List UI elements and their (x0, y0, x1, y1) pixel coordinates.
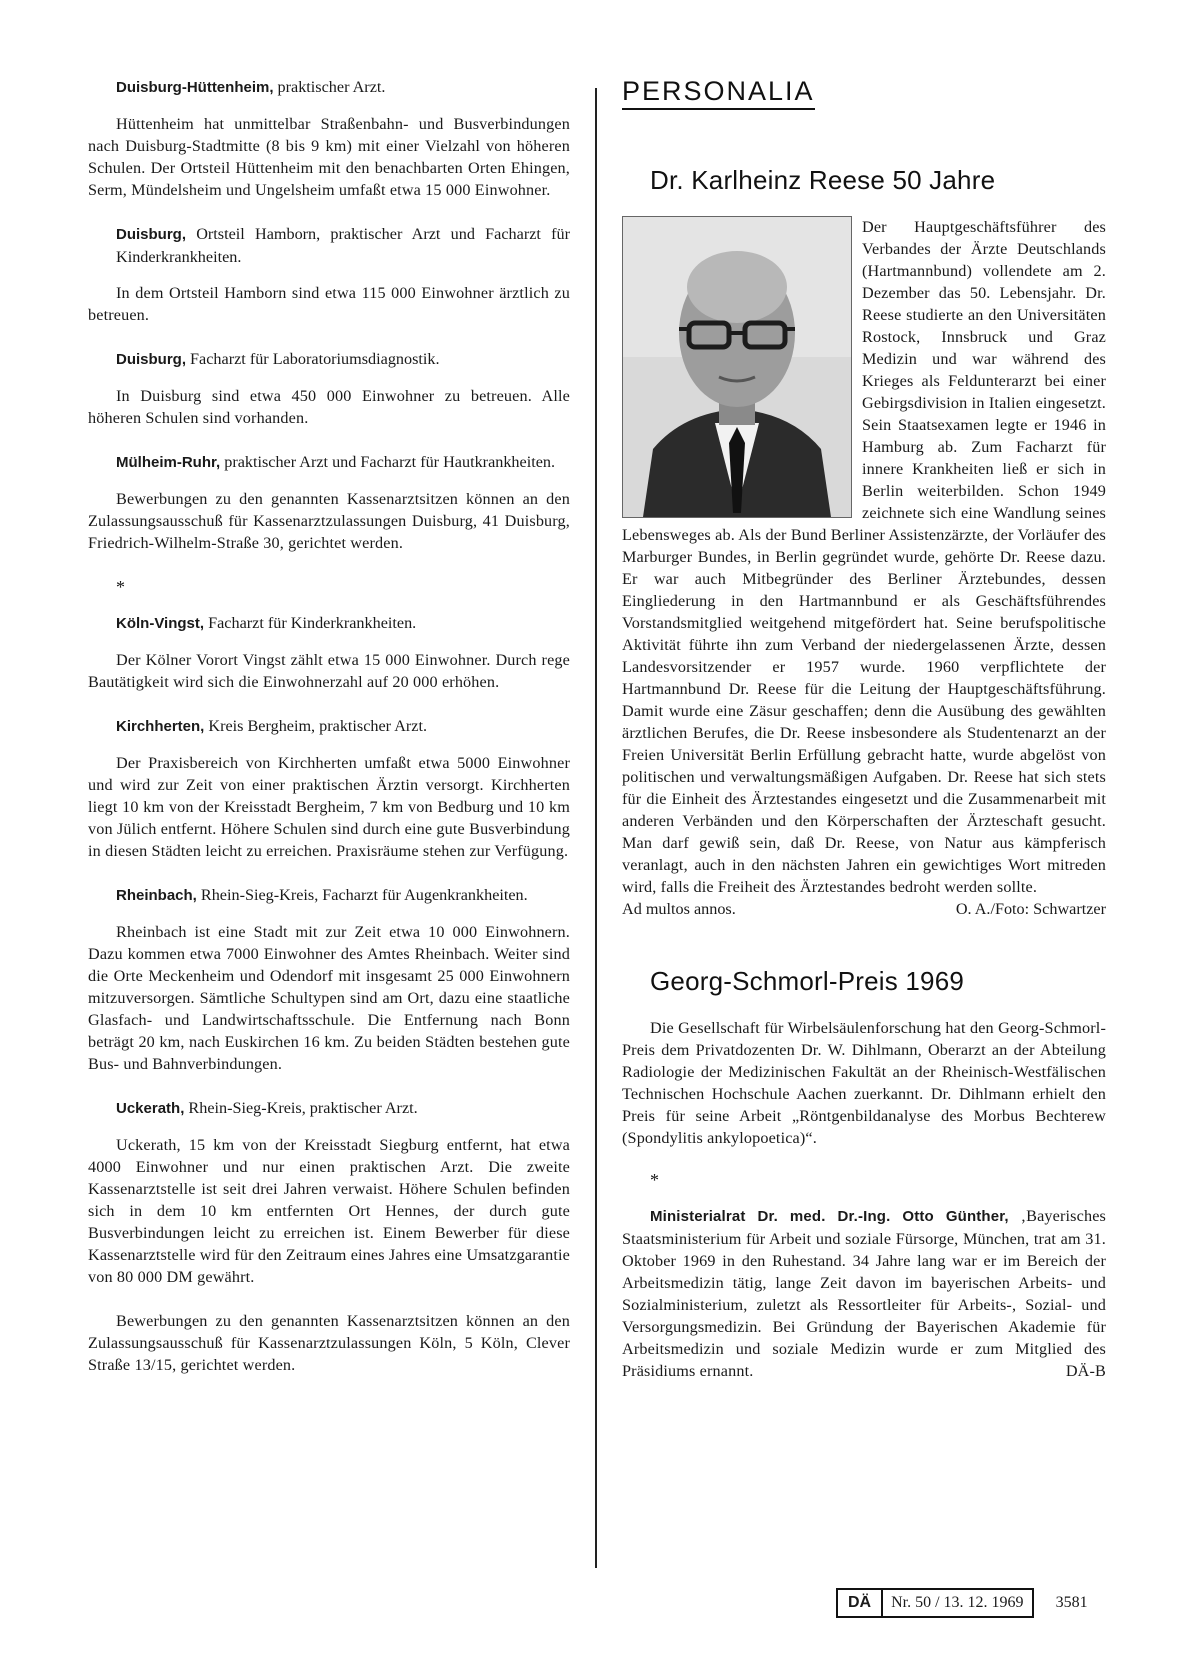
article-text-body: ‚Bayerisches Staatsministerium für Arbeit und soziale Fürsorge, München, trat am 31. Oktober 1969 in den Ruhestand. 34 Jahre lang war er im Bereich der Arbeitsmedizin tätig, lange Zeit davon im bayerischen Arbeits- und Sozialministerium, zuletzt als Ressortleiter für Arbeits-, Sozial- und Versorgungsmedizin. Bei Gründung der Bayerischen Akademie für Arbeitsmedizin und soziale Medizin wurde er zum Mitglied des Präsidiums ernannt. (622, 1207, 1106, 1380)
right-column (622, 76, 1106, 1382)
entry-heading: Köln-Vingst, (116, 615, 205, 632)
entry-heading-rest: Kreis Bergheim, praktischer Arzt. (204, 717, 428, 735)
article-text (622, 1205, 1106, 1382)
article-title: Georg-Schmorl-Preis 1969 (650, 966, 965, 996)
entry-heading: Uckerath, (116, 1100, 185, 1117)
article-signature-line (622, 898, 1106, 920)
entry-heading-rest: Facharzt für Kinderkrankheiten. (204, 614, 417, 632)
page-number: 3581 (1055, 1594, 1088, 1611)
entry-heading: Kirchherten, (116, 718, 205, 735)
entry-heading: Duisburg-Hüttenheim, (116, 79, 274, 96)
journal-logo: DÄ (838, 1590, 883, 1616)
left-column (88, 76, 570, 1398)
section-heading: PERSONALIA (622, 76, 815, 110)
entry-heading-rest: Ortsteil Hamborn, praktischer Arzt und Facharzt für Kinderkrankheiten. (116, 225, 570, 266)
separator-star: * (650, 1170, 659, 1190)
closing-phrase: Ad multos annos. (622, 900, 736, 918)
article-text: Der Hauptgeschäftsführer des Verbandes der Ärzte Deutschlands (Hartmannbund) vollendete am 2. Dezember das 50. Lebensjahr. Dr. Reese studierte an den Universitäten Rostock, Innsbruck und Graz Medizin und war während des Krieges als Feldunterarzt bei einer Gebirgsdivision in Italien eingesetzt. Sein Staatsexamen legte er 1946 in Hamburg ab. Zum Facharzt für innere Krankheiten ließ er sich in Berlin weiterbilden. Schon 1949 zeichnete sich eine Wandlung seines Lebensweges ab. Als der Bund Berliner Assistenzärzte, der Vorläufer des Marburger Bundes, in Berlin gegründet wurde, gehörte Dr. Reese dazu. Er war auch Mitbegründer des Berliner Ärztebundes, dessen Eingliederung in den Hartmannbund er als Geschäftsführendes Vorstandsmitglied weitgehend mitgefördert hat. Seine berufspolitische Aktivität führte ihn zum Verband der niedergelassenen Ärzte, dessen Landesvorsitzender er 1957 wurde. 1960 verpflichtete der Hartmannbund Dr. Reese für die Leitung der Hauptgeschäftsführung. Damit wurde eine Zäsur geschaffen; denn die Ausübung des gewählten ärztlichen Berufes, die Dr. Reese insbesondere als Studentenarzt an der Freien Universität Berlin Erfüllung gebracht hatte, wurde abgelöst von politischen und verwaltungsmäßigen Aufgaben. Dr. Reese hat sich stets für die Einheit des Ärztestandes eingesetzt und die Zusammenarbeit mit anderen Verbänden und den Körperschaften der Ärzteschaft gesucht. Man darf gewiß sein, daß Dr. Reese, von Natur aus kämpferisch veranlagt, auch in den nächsten Jahren ein gewichtiges Wort mitreden wird, falls die Freiheit des Ärztestandes bedroht werden sollte. (622, 218, 1106, 896)
portrait-photo (622, 216, 852, 518)
entry-text: In Duisburg sind etwa 450 000 Einwohner zu betreuen. Alle höheren Schulen sind vorhanden. (88, 387, 570, 427)
entry-heading: Duisburg, (116, 351, 186, 368)
entry-text: Hüttenheim hat unmittelbar Straßenbahn- und Busverbindungen nach Duisburg-Stadtmitte (8 bis 9 km) mit einer Vielzahl von höheren Schulen. Der Ortsteil Hüttenheim mit den benachbarten Orten Ehingen, Serm, Mündelsheim und Ungelsheim umfaßt etwa 15 000 Einwohner. (88, 115, 570, 199)
article-heading: Ministerialrat Dr. med. Dr.-Ing. Otto Günther, (650, 1208, 1009, 1225)
separator-star: * (116, 577, 125, 597)
article-body (622, 216, 1106, 920)
article-title: Dr. Karlheinz Reese 50 Jahre (650, 165, 996, 195)
article-text: Die Gesellschaft für Wirbelsäulenforschung hat den Georg-Schmorl-Preis dem Privatdozenten Dr. W. Dihlmann, Oberarzt an der Abteilung Radiologie der Medizinischen Fakultät an der Rheinisch-Westfälischen Technischen Hochschule Aachen zuerkannt. Dr. Dihlmann erhielt den Preis für seine Arbeit „Röntgenbildanalyse des Morbus Bechterew (Spondylitis ankylopoetica)“. (622, 1019, 1106, 1147)
entry-heading: Rheinbach, (116, 887, 197, 904)
entry-heading: Mülheim-Ruhr, (116, 454, 221, 471)
entry-text: Uckerath, 15 km von der Kreisstadt Siegburg entfernt, hat etwa 4000 Einwohner und nur einen praktischen Arzt. Die zweite Kassenarztstelle ist seit drei Jahren verwaist. Höhere Schulen befinden sich in dem 10 km entfernten Ort Hennes, der durch gute Busverbindungen leicht zu erreichen ist. Einem Bewerber für diese Kassenarztstelle wird für den Zeitraum eines Jahres eine Umsatzgarantie von 80 000 DM gewährt. (88, 1136, 570, 1286)
entry-heading-rest: praktischer Arzt und Facharzt für Hautkrankheiten. (220, 453, 556, 471)
portrait-illustration (623, 217, 851, 517)
entry-text: Der Kölner Vorort Vingst zählt etwa 15 000 Einwohner. Durch rege Bautätigkeit wird sich die Einwohnerzahl auf 20 000 erhöhen. (88, 651, 570, 691)
entry-heading-rest: praktischer Arzt. (273, 78, 386, 96)
page-footer (836, 1588, 1088, 1618)
entry-heading-rest: Rhein-Sieg-Kreis, praktischer Arzt. (184, 1099, 418, 1117)
author-credit: DÄ-B (1065, 1362, 1106, 1380)
entry-text: Der Praxisbereich von Kirchherten umfaßt etwa 5000 Einwohner und wird zur Zeit von einer praktischen Ärztin versorgt. Kirchherten liegt 10 km von der Kreisstadt Bergheim, 7 km von Bedburg und 10 km von Jülich entfernt. Höhere Schulen sind durch eine gute Busverbindung in diesen Städten leicht zu erreichen. Praxisräume stehen zur Verfügung. (88, 754, 570, 860)
entry-heading-rest: Facharzt für Laboratoriumsdiagnostik. (186, 350, 440, 368)
column-divider (595, 88, 597, 1568)
issue-number: Nr. 50 / 13. 12. 1969 (891, 1594, 1024, 1611)
entry-heading-rest: Rhein-Sieg-Kreis, Facharzt für Augenkrankheiten. (196, 886, 528, 904)
entry-heading: Duisburg, (116, 226, 186, 243)
entry-text: Bewerbungen zu den genannten Kassenarztsitzen können an den Zulassungsausschuß für Kassenarztzulassungen Duisburg, 41 Duisburg, Friedrich-Wilhelm-Straße 30, gerichtet werden. (88, 490, 570, 552)
entry-text: Rheinbach ist eine Stadt mit zur Zeit etwa 10 000 Einwohnern. Dazu kommen etwa 7000 Einwohner des Amtes Rheinbach. Weiter sind die Orte Meckenheim und Odendorf mit insgesamt 25 000 Einwohnern mitzuversorgen. Sämtliche Schultypen sind am Ort, dazu eine staatliche Glasfach- und Landwirtschaftsschule. Die Entfernung nach Bonn beträgt 20 km, nach Euskirchen 16 km. Zu beiden Städten bestehen gute Bus- und Bahnverbindungen. (88, 923, 570, 1073)
entry-text: In dem Ortsteil Hamborn sind etwa 115 000 Einwohner ärztlich zu betreuen. (88, 284, 570, 324)
author-credit: O. A./Foto: Schwartzer (955, 900, 1106, 918)
journal-box (836, 1588, 1034, 1618)
entry-text: Bewerbungen zu den genannten Kassenarztsitzen können an den Zulassungsausschuß für Kassenarztzulassungen Köln, 5 Köln, Clever Straße 13/15, gerichtet werden. (88, 1312, 570, 1374)
